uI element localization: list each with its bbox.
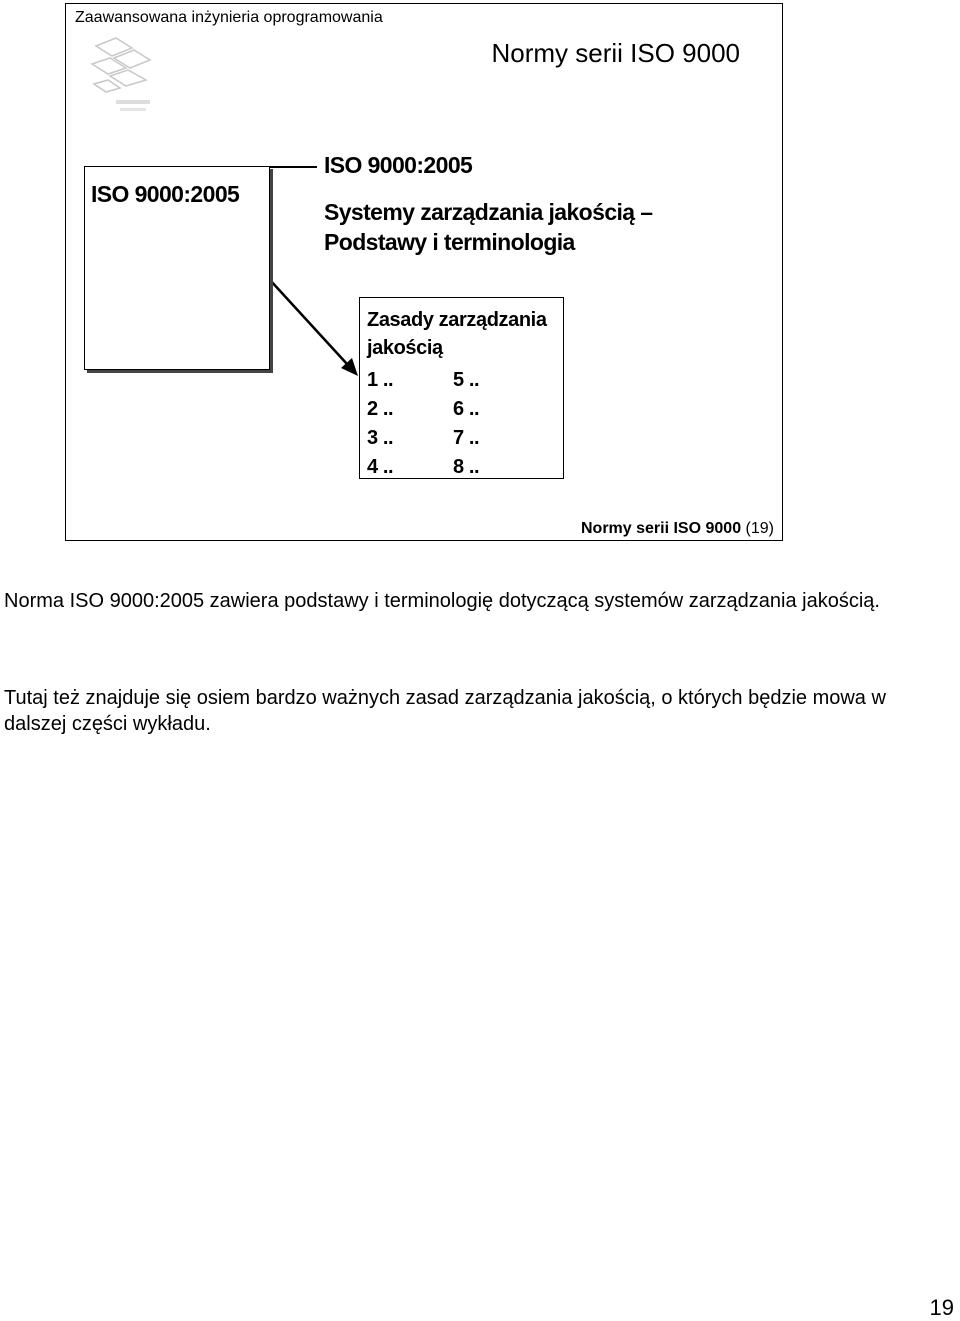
principles-box: [359, 297, 564, 479]
list-item: 5 ..: [453, 369, 480, 391]
logo-icon: [88, 34, 158, 119]
caption-title: Normy serii ISO 9000: [581, 520, 742, 537]
slide-frame: [65, 3, 783, 541]
body-paragraph-1: Norma ISO 9000:2005 zawiera podstawy i terminologię dotyczącą systemów zarządzania jakością.: [4, 590, 880, 612]
standard-code: ISO 9000:2005: [324, 152, 473, 178]
list-item: 3 ..: [367, 427, 394, 449]
principles-title: Zasady zarządzania jakością: [367, 309, 547, 359]
standard-header: [324, 150, 652, 257]
body-paragraph-2: Tutaj też znajduje się osiem bardzo ważnych zasad zarządzania jakością, o których będzie mowa w dalszej części wykładu.: [4, 687, 886, 735]
list-item: 4 ..: [367, 456, 394, 478]
course-name: Zaawansowana inżynieria oprogramowania: [75, 9, 383, 26]
list-item: 1 ..: [367, 369, 394, 391]
page-number: 19: [929, 1295, 954, 1320]
iso-9000-box-label: ISO 9000:2005: [91, 181, 240, 207]
principles-list: [367, 366, 479, 482]
list-item: 8 ..: [453, 456, 480, 478]
list-item: 7 ..: [453, 427, 480, 449]
slide-caption: [581, 520, 774, 538]
list-item: 6 ..: [453, 398, 480, 420]
iso-9000-box: [84, 166, 270, 370]
standard-title-line-2: Podstawy i terminologia: [324, 229, 575, 255]
caption-slide-number: (19): [745, 520, 774, 537]
list-item: 2 ..: [367, 398, 394, 420]
standard-title-line-1: Systemy zarządzania jakością –: [324, 199, 653, 225]
slide-title: Normy serii ISO 9000: [491, 38, 740, 68]
